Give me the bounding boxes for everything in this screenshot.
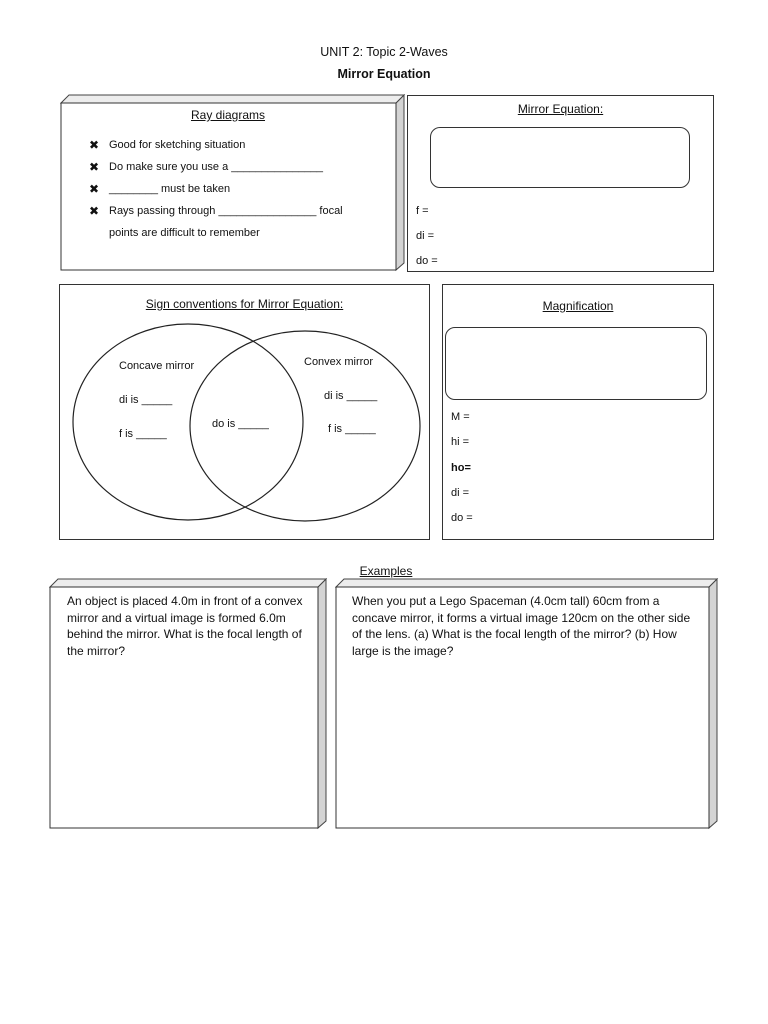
ray-item-2: Do make sure you use a _______________ — [109, 161, 324, 173]
ray-item-4: Rays passing through ________________ focal — [109, 205, 343, 217]
magnification-answer-box[interactable] — [445, 327, 707, 400]
mag-var-do: do = — [451, 512, 473, 524]
mag-var-hi: hi = — [451, 436, 470, 448]
examples-heading: Examples — [359, 564, 413, 578]
convex-f-blank: f is _____ — [328, 423, 376, 435]
convex-mirror-label: Convex mirror — [304, 356, 374, 368]
x-mark-icon: ✖ — [89, 138, 100, 152]
mag-var-m: M = — [451, 411, 470, 423]
sign-conventions-heading: Sign conventions for Mirror Equation: — [145, 297, 344, 311]
venn-diagram — [59, 284, 430, 540]
mirror-equation-heading: Mirror Equation: — [517, 102, 604, 116]
page-title: Mirror Equation — [337, 67, 431, 81]
convex-di-blank: di is _____ — [324, 390, 378, 402]
ray-item-3: ________ must be taken — [109, 183, 231, 195]
mirror-var-do: do = — [416, 255, 438, 267]
ray-diagrams-heading: Ray diagrams — [190, 108, 266, 122]
concave-f-blank: f is _____ — [119, 428, 167, 440]
ray-item-4-continuation: points are difficult to remember — [109, 227, 260, 239]
center-do-blank: do is _____ — [212, 418, 269, 430]
magnification-heading: Magnification — [542, 299, 614, 313]
mirror-equation-answer-box[interactable] — [430, 127, 690, 188]
magnification-box — [442, 284, 714, 540]
ray-item-1: Good for sketching situation — [109, 139, 246, 151]
mirror-var-f: f = — [416, 205, 429, 217]
concave-di-blank: di is _____ — [119, 394, 173, 406]
example2-text: When you put a Lego Spaceman (4.0cm tall) 60cm from a concave mirror, it forms a virtual image 120cm on the other side of the lens. (a) What is the focal length of the mirror? (b) How large is the image? — [352, 594, 691, 658]
mag-var-ho: ho= — [451, 462, 471, 474]
mirror-var-di: di = — [416, 230, 435, 242]
x-mark-icon: ✖ — [89, 160, 100, 174]
example1-text: An object is placed 4.0m in front of a convex mirror and a virtual image is formed 6.0m behind the mirror. What is the focal length of the mirror? — [67, 594, 303, 658]
unit-title: UNIT 2: Topic 2-Waves — [320, 45, 448, 59]
concave-mirror-label: Concave mirror — [119, 360, 195, 372]
x-mark-icon: ✖ — [89, 182, 100, 196]
x-mark-icon: ✖ — [89, 204, 100, 218]
mag-var-di: di = — [451, 487, 470, 499]
